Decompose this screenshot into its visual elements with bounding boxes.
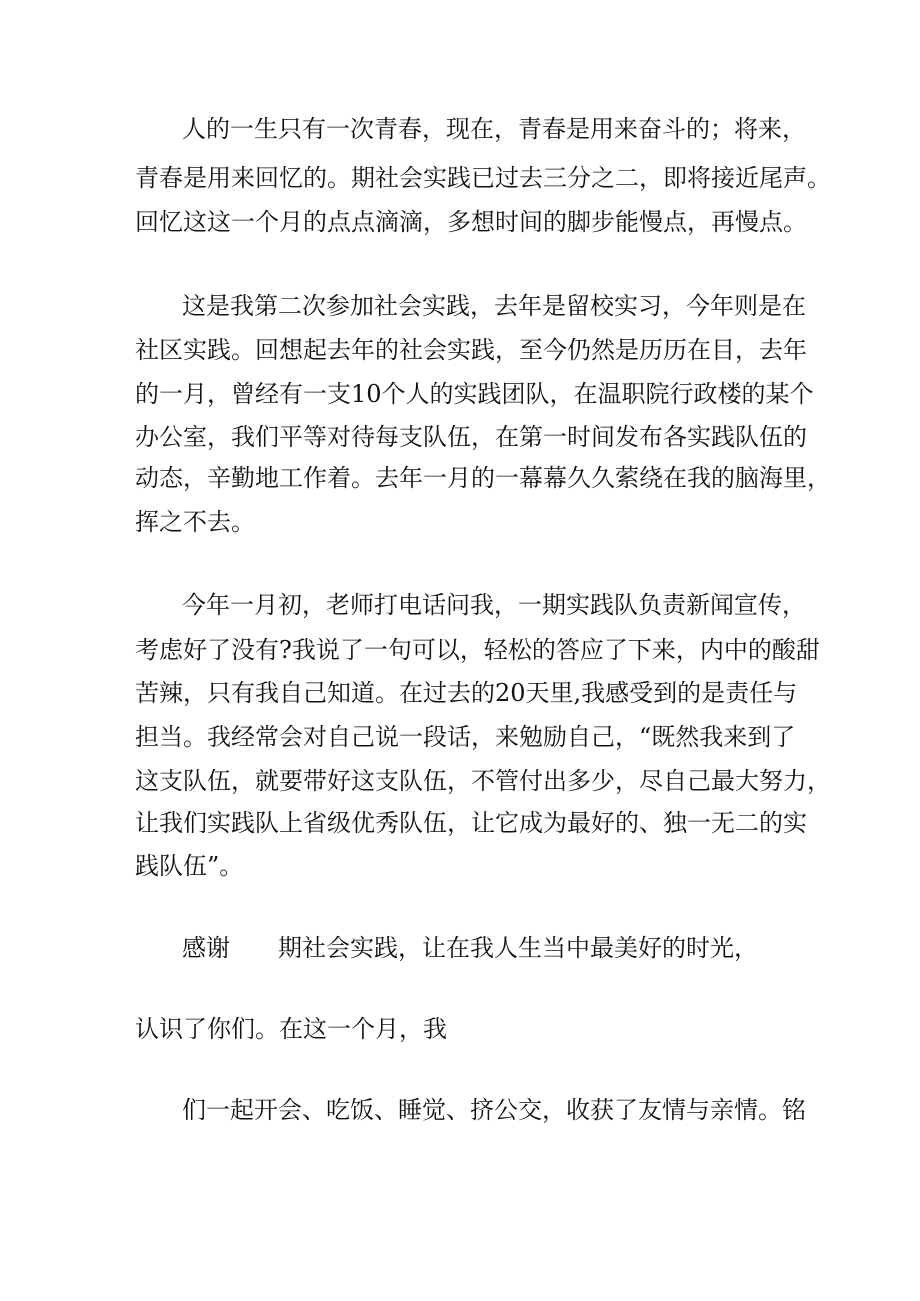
- paragraph-3-line-2: 考虑好了没有?我说了一句可以，轻松的答应了下来，内中的酸甜: [135, 636, 820, 664]
- paragraph-2-line-1: 这是我第二次参加社会实践，去年是留校实习，今年则是在: [182, 292, 806, 320]
- paragraph-2-line-5: 动态，辛勤地工作着。去年一月的一幕幕久久萦绕在我的脑海里，: [135, 464, 831, 492]
- paragraph-2-line-3: 的一月，曾经有一支10个人的实践团队，在温职院行政楼的某个: [135, 380, 814, 408]
- paragraph-4-line-1: 感谢 期社会实践，让在我人生当中最美好的时光，: [182, 934, 758, 962]
- paragraph-3-line-7: 践队伍”。: [135, 852, 244, 880]
- paragraph-3-line-6: 让我们实践队上省级优秀队伍，让它成为最好的、独一无二的实: [135, 809, 807, 837]
- paragraph-2-line-6: 挥之不去。: [135, 508, 255, 536]
- paragraph-1-line-2: 青春是用来回忆的。期社会实践已过去三分之二，即将接近尾声。: [135, 164, 831, 192]
- paragraph-3-line-4: 担当。我经常会对自己说一段话，来勉励自己，“既然我来到了: [135, 723, 796, 751]
- paragraph-2-line-2: 社区实践。回想起去年的社会实践，至今仍然是历历在目，去年: [135, 336, 807, 364]
- paragraph-5-line-1: 认识了你们。在这一个月，我: [135, 1015, 447, 1043]
- paragraph-2-line-4: 办公室，我们平等对待每支队伍，在第一时间发布各实践队伍的: [135, 423, 807, 451]
- paragraph-3-line-3: 苦辣，只有我自己知道。在过去的20天里,我感受到的是责任与: [135, 679, 798, 707]
- paragraph-3-line-5: 这支队伍，就要带好这支队伍，不管付出多少，尽自己最大努力，: [135, 767, 831, 795]
- paragraph-1-line-3: 回忆这这一个月的点点滴滴，多想时间的脚步能慢点，再慢点。: [135, 208, 807, 236]
- paragraph-1-line-1: 人的一生只有一次青春，现在，青春是用来奋斗的；将来，: [182, 115, 806, 143]
- paragraph-6-line-1: 们一起开会、吃饭、睡觉、挤公交，收获了友情与亲情。铭: [182, 1096, 806, 1124]
- paragraph-3-line-1: 今年一月初，老师打电话问我，一期实践队负责新闻宣传，: [182, 591, 806, 619]
